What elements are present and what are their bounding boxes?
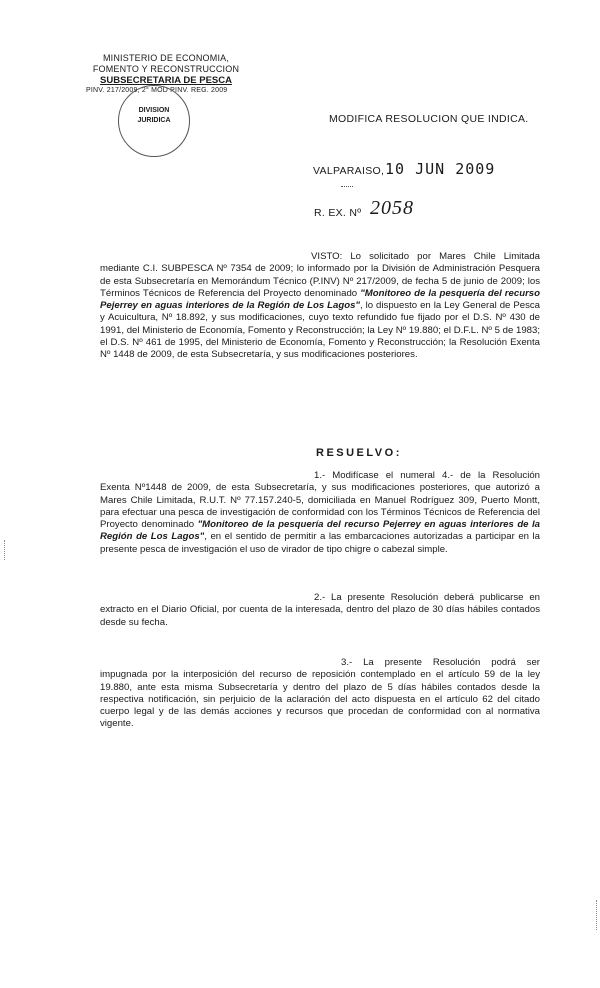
scan-edge-mark-left xyxy=(4,540,5,560)
visto-paragraph xyxy=(100,251,540,362)
date-stamp: 10 JUN 2009 xyxy=(385,160,496,178)
scan-edge-mark-right xyxy=(596,900,597,930)
place-label: VALPARAISO, xyxy=(313,165,385,177)
item-1-paragraph xyxy=(100,470,540,556)
item-3-paragraph: 3.- La presente Resolución podrá ser impugnada por la interposición del recurso de reposición contemplado en el artículo 59 de la ley 19.880, ante esta misma Subsecretaría y dentro del plazo de 5 días hábiles contados desde la respectiva notificación, sin perjuicio de la aclaración del acto dispuesta en el artículo 62 del citado cuerpo legal y de las demás acciones y recursos que procedan de conformidad con al normativa vigente. xyxy=(100,657,540,730)
visto-lead: VISTO: Lo solicitado por Mares Chile Limitada mediante C.I. SUBPESCA Nº 7354 de 2009; lo informado por la División de Administración Pesquera de esta Subsecretaría en Memorándum Técnico (P.INV) Nº 217/2009, de fecha 5 de junio de 2009; los Términos Técnicos de Referencia del Proyecto denominado xyxy=(100,251,540,299)
stamp-label-2: JURIDICA xyxy=(137,117,171,124)
separator-dash xyxy=(341,186,353,187)
item-1-tail: , en el sentido de permitir a las embarcaciones autorizadas a participar en la presente pesca de investigación el uso de virador de tipo chigre o cabezal simple. xyxy=(100,531,541,555)
document-title: MODIFICA RESOLUCION QUE INDICA. xyxy=(329,113,529,125)
item-2-paragraph: 2.- La presente Resolución deberá publicarse en extracto en el Diario Oficial, por cuenta de la interesada, dentro del plazo de 30 días hábiles contados desde su fecha. xyxy=(100,592,540,628)
rex-label: R. EX. Nº xyxy=(314,207,362,219)
resuelvo-heading: RESUELVO: xyxy=(316,447,402,459)
stamp-label-1: DIVISION xyxy=(138,107,170,114)
division-juridica-stamp xyxy=(118,85,190,157)
ministry-line-1: MINISTERIO DE ECONOMIA, xyxy=(102,53,230,63)
visto-project-name: "Monitoreo de la pesquería del recurso Pejerrey en aguas interiores de la Región de Los Lagos" xyxy=(100,287,540,312)
item-1-project-name: "Monitoreo de la pesquería del recurso Pejerrey en aguas interiores de la Región de Los Lagos" xyxy=(100,519,540,543)
item-1-lead: 1.- Modifícase el numeral 4.- de la Resolución Exenta Nº1448 de 2009, de esta Subsecretaría, y sus modificaciones posteriores, que autorizó a Mares Chile Limitada, R.U.T. Nº 77.157.240-5, domiciliada en Manuel Rodríguez 309, Puerto Montt, para efectuar una pesca de investigación de conformidad con los Términos Técnicos de Referencia del Proyecto denominado xyxy=(100,470,540,531)
rex-number: 2058 xyxy=(370,197,414,219)
ministry-line-2: FOMENTO Y RECONSTRUCCION xyxy=(92,64,240,74)
reference-line: PINV. 217/2009, 2° MOD PINV. REG. 2009 xyxy=(86,87,228,94)
subsecretaria-label: SUBSECRETARIA DE PESCA xyxy=(100,75,232,86)
visto-tail: , lo dispuesto en la Ley General de Pesca y Acuicultura, Nº 18.892, y sus modificaciones, cuyo texto refundido fue fijado por el D.S. Nº 430 de 1991, del Ministerio de Economía, Fomento y Reconstrucción; la Ley Nº 19.880; el D.F.L. Nº 5 de 1983; el D.S. Nº 461 de 1995, del Ministerio de Economía, Fomento y Reconstrucción; la Resolución Exenta Nº 1448 de 2009, de esta Subsecretaría, y sus modificaciones posteriores. xyxy=(100,300,540,361)
